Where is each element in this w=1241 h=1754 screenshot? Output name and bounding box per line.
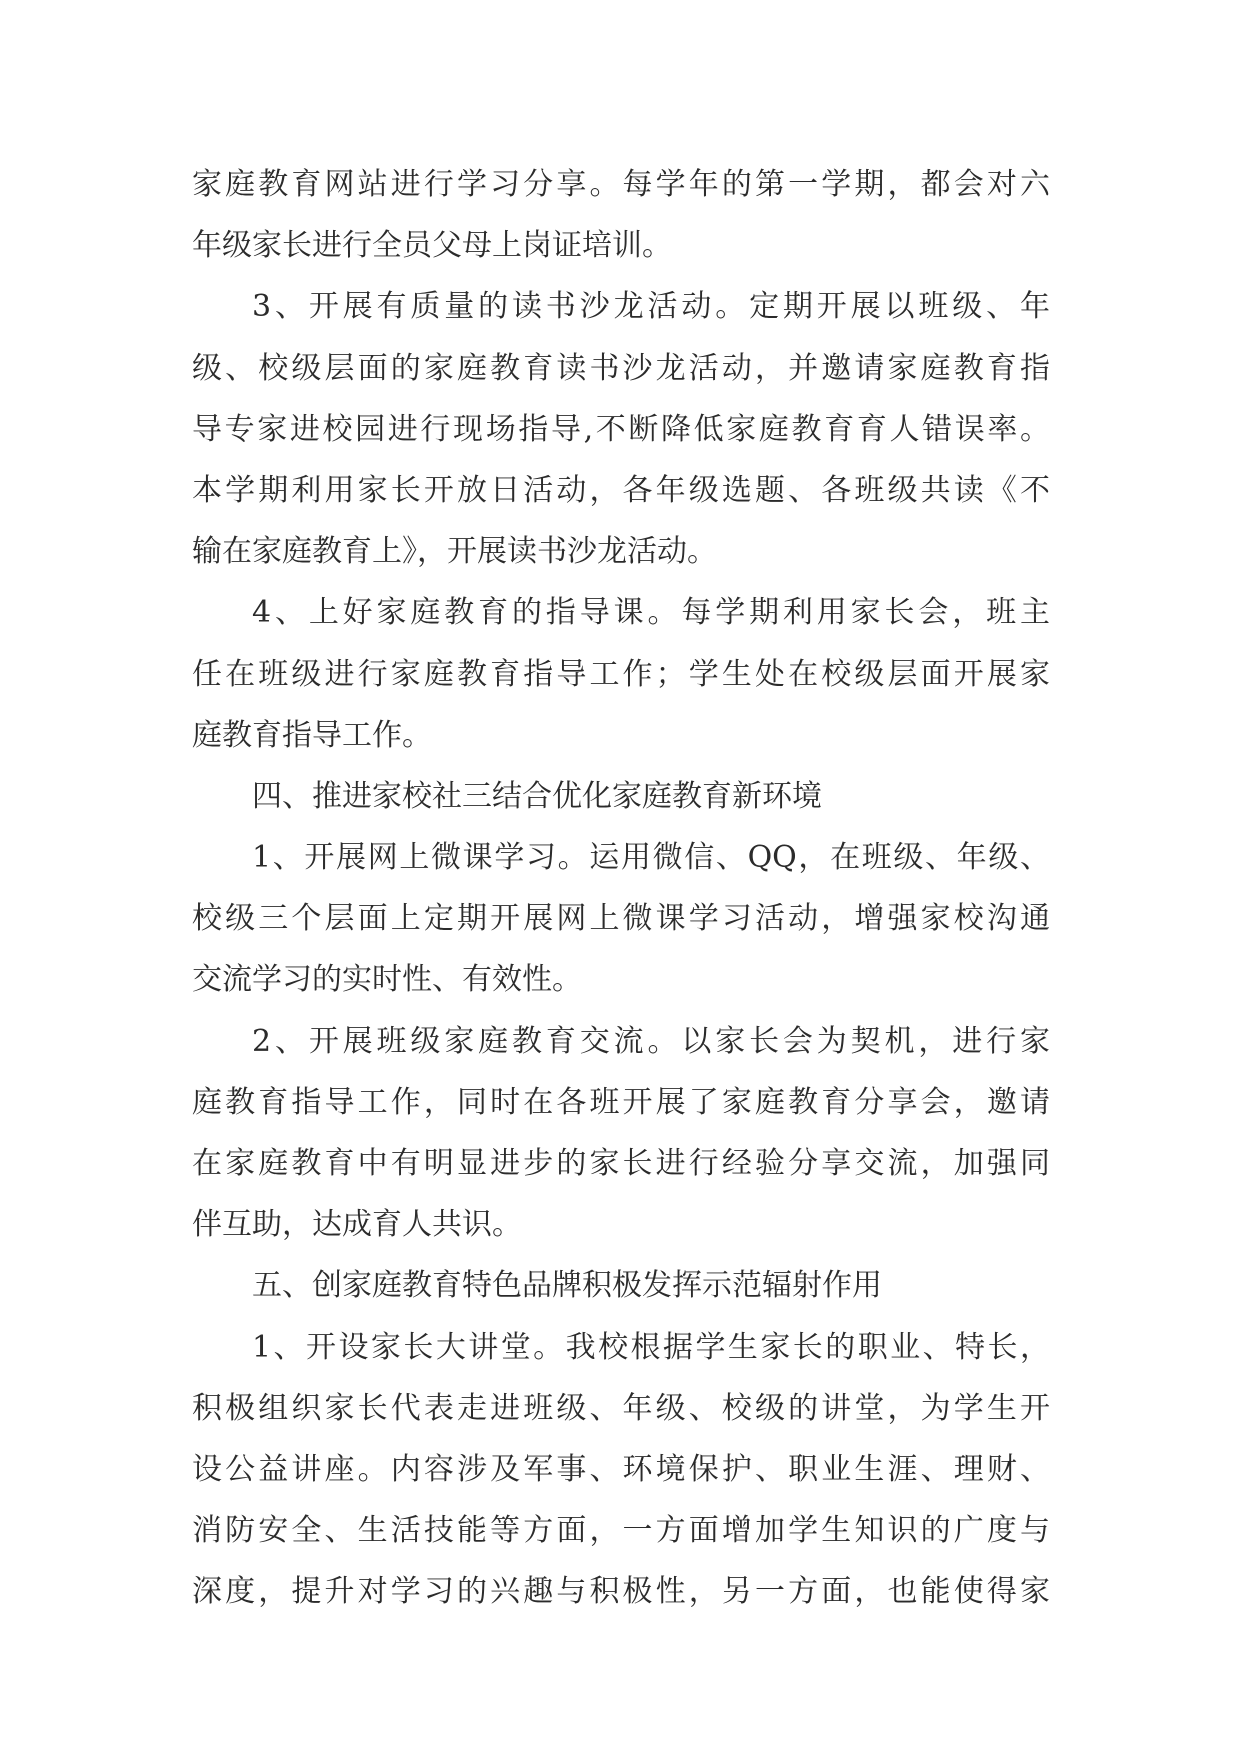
section-heading-4: 四、推进家校社三结合优化家庭教育新环境: [252, 778, 822, 814]
text-line-18: 伴互助，达成育人共识。: [192, 1207, 522, 1243]
text-line-5: 导专家进校园进行现场指导,不断降低家庭教育育人错误率。: [192, 411, 1050, 447]
text-line-6: 本学期利用家长开放日活动，各年级选题、各班级共读《不: [192, 472, 1050, 508]
text-line-2: 年级家长进行全员父母上岗证培训。: [192, 228, 672, 264]
text-line-10: 庭教育指导工作。: [192, 717, 432, 753]
text-line-12: 1、开展网上微课学习。运用微信、QQ，在班级、年级、: [252, 840, 1050, 876]
document-page: [192, 154, 1050, 1623]
text-line-21: 积极组织家长代表走进班级、年级、校级的讲堂，为学生开: [192, 1390, 1050, 1426]
text-line-7: 输在家庭教育上》，开展读书沙龙活动。: [192, 534, 717, 570]
text-line-20: 1、开设家长大讲堂。我校根据学生家长的职业、特长，: [252, 1329, 1050, 1365]
text-line-17: 在家庭教育中有明显进步的家长进行经验分享交流，加强同: [192, 1146, 1050, 1181]
text-line-15: 2、开展班级家庭教育交流。以家长会为契机，进行家: [252, 1023, 1050, 1059]
text-line-14: 交流学习的实时性、有效性。: [192, 962, 582, 998]
text-line-16: 庭教育指导工作，同时在各班开展了家庭教育分享会，邀请: [192, 1084, 1050, 1120]
text-line-1: 家庭教育网站进行学习分享。每学年的第一学期，都会对六: [192, 167, 1050, 202]
text-line-8: 4、上好家庭教育的指导课。每学期利用家长会，班主: [252, 595, 1050, 631]
text-line-23: 消防安全、生活技能等方面，一方面增加学生知识的广度与: [192, 1513, 1050, 1549]
text-line-9: 任在班级进行家庭教育指导工作；学生处在校级层面开展家: [192, 656, 1050, 692]
text-line-13: 校级三个层面上定期开展网上微课学习活动，增强家校沟通: [192, 901, 1050, 937]
text-line-3: 3、开展有质量的读书沙龙活动。定期开展以班级、年: [252, 289, 1050, 325]
text-line-22: 设公益讲座。内容涉及军事、环境保护、职业生涯、理财、: [192, 1451, 1050, 1487]
text-line-4: 级、校级层面的家庭教育读书沙龙活动，并邀请家庭教育指: [192, 350, 1050, 386]
section-heading-5: 五、创家庭教育特色品牌积极发挥示范辐射作用: [252, 1268, 882, 1304]
text-line-24: 深度，提升对学习的兴趣与积极性，另一方面，也能使得家: [192, 1574, 1050, 1610]
